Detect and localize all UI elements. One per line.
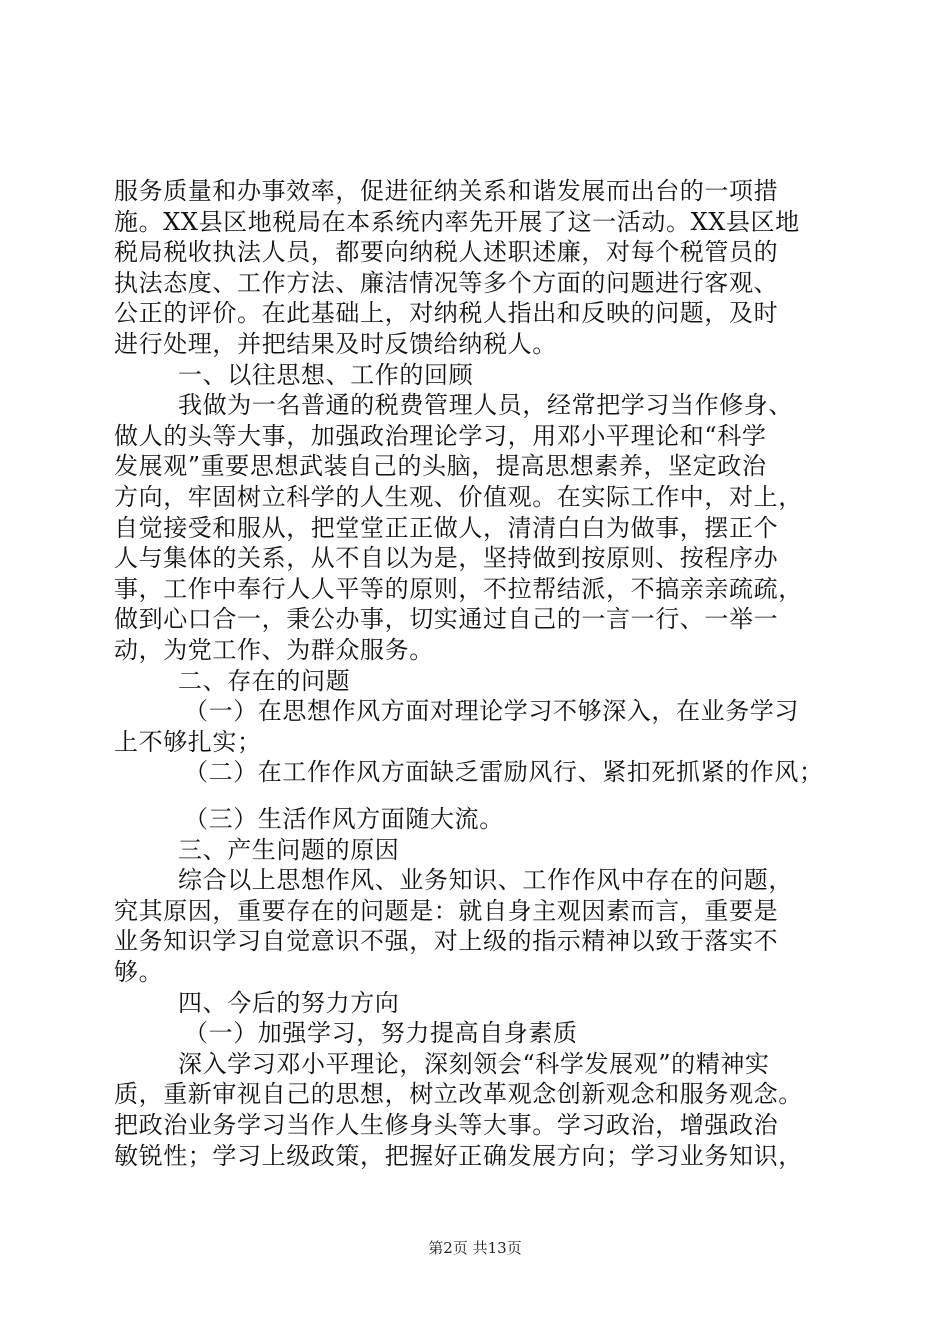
text-line: 我做为一名普通的税费管理人员，经常把学习当作修身、 xyxy=(178,391,793,419)
text-line: （二）在工作作风方面缺乏雷励风行、紧扣死抓紧的作风； xyxy=(184,758,824,786)
text-line: 深入学习邓小平理论，深刻领会“科学发展观”的精神实 xyxy=(178,1050,770,1078)
text-line: 把政治业务学习当作人生修身头等大事。学习政治，增强政治 xyxy=(114,1111,779,1139)
text-line: 执法态度、工作方法、廉洁情况等多个方面的问题进行客观、 xyxy=(114,269,779,297)
text-line: 做人的头等大事，加强政治理论学习，用邓小平理论和“科学 xyxy=(114,422,767,450)
page-number-footer: 第2页 共13页 xyxy=(428,1239,522,1257)
text-line: 究其原因，重要存在的问题是：就自身主观因素而言，重要是 xyxy=(114,897,779,925)
text-line: 敏锐性；学习上级政策，把握好正确发展方向；学习业务知识， xyxy=(114,1142,803,1170)
text-line: 服务质量和办事效率，促进征纳关系和谐发展而出台的一项措 xyxy=(114,177,779,205)
text-line: （三）生活作风方面随大流。 xyxy=(184,805,504,833)
text-line: 方向，牢固树立科学的人生观、价值观。在实际工作中，对上， xyxy=(114,483,803,511)
section-heading: 二、存在的问题 xyxy=(178,667,351,695)
text-line: 自觉接受和服从，把堂堂正正做人，清清白白为做事，摆正个 xyxy=(114,514,779,542)
text-line: 业务知识学习自觉意识不强，对上级的指示精神以致于落实不 xyxy=(114,927,779,955)
text-line: 事，工作中奉行人人平等的原则，不拉帮结派，不搞亲亲疏疏， xyxy=(114,575,803,603)
text-line: 质，重新审视自己的思想，树立改革观念创新观念和服务观念。 xyxy=(114,1080,803,1108)
text-line: 施。XX县区地税局在本系统内率先开展了这一活动。XX县区地 xyxy=(114,208,800,236)
text-line: 人与集体的关系，从不自以为是，坚持做到按原则、按程序办 xyxy=(114,544,779,572)
text-line: 上不够扎实； xyxy=(114,728,262,756)
subsection-heading: （一）加强学习，努力提高自身素质 xyxy=(184,1019,578,1047)
text-line: 够。 xyxy=(114,958,164,986)
text-line: 公正的评价。在此基础上，对纳税人指出和反映的问题，及时 xyxy=(114,299,779,327)
text-line: 做到心口合一，秉公办事，切实通过自己的一言一行、一举一 xyxy=(114,605,779,633)
text-line: 发展观”重要思想武装自己的头脑，提高思想素养，坚定政治 xyxy=(114,452,767,480)
text-line: 进行处理，并把结果及时反馈给纳税人。 xyxy=(114,330,557,358)
text-line: 综合以上思想作风、业务知识、工作作风中存在的问题， xyxy=(178,866,793,894)
section-heading: 一、以往思想、工作的回顾 xyxy=(178,361,474,389)
text-line: 动，为党工作、为群众服务。 xyxy=(114,636,434,664)
text-line: 税局税收执法人员，都要向纳税人述职述廉，对每个税管员的 xyxy=(114,238,779,266)
text-line: （一）在思想作风方面对理论学习不够深入，在业务学习 xyxy=(184,697,799,725)
section-heading: 三、产生问题的原因 xyxy=(178,836,400,864)
section-heading: 四、今后的努力方向 xyxy=(178,989,400,1017)
